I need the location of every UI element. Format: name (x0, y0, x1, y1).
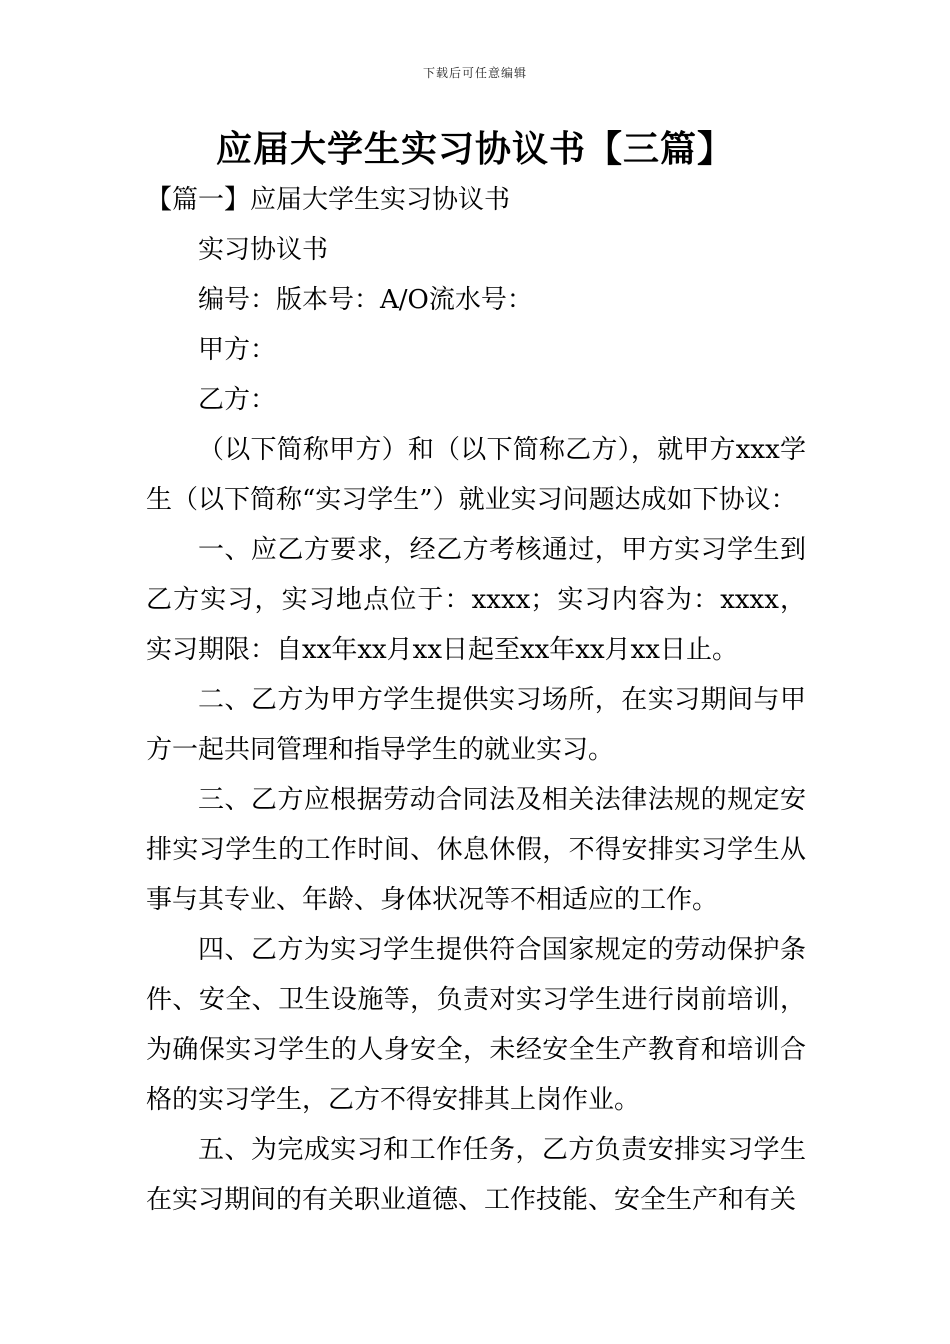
paragraph-agreement-label: 实习协议书 (198, 235, 329, 265)
paragraph-clause-2: 二、乙方为甲方学生提供实习场所，在实习期间与甲方一起共同管理和指导学生的就业实习。 (146, 685, 806, 765)
paragraph-clause-3: 三、乙方应根据劳动合同法及相关法律法规的规定安排实习学生的工作时间、休息休假，不得安排实习学生从事与其专业、年龄、身体状况等不相适应的工作。 (146, 785, 806, 915)
paragraph-clause-5: 五、为完成实习和工作任务，乙方负责安排实习学生在实习期间的有关职业道德、工作技能、安全生产和有关 (146, 1135, 806, 1215)
paragraph-clause-1: 一、应乙方要求，经乙方考核通过，甲方实习学生到乙方实习，实习地点位于：xxxx；实习内容为：xxxx，实习期限：自xx年xx月xx日起至xx年xx月xx日止。 (146, 535, 806, 665)
paragraph-party-a: 甲方： (198, 335, 277, 365)
paragraph-party-b: 乙方： (198, 385, 277, 415)
header-note: 下载后可任意编辑 (422, 66, 527, 80)
document-body (146, 175, 806, 1225)
paragraph-preamble: （以下简称甲方）和（以下简称乙方），就甲方xxx学生（以下简称“实习学生”）就业实习问题达成如下协议： (146, 435, 806, 515)
paragraph-serial-number: 编号：版本号：A/O流水号： (198, 285, 533, 315)
section-heading: 【篇一】应届大学生实习协议书 (146, 185, 511, 215)
paragraph-clause-4: 四、乙方为实习学生提供符合国家规定的劳动保护条件、安全、卫生设施等，负责对实习学生进行岗前培训，为确保实习学生的人身安全，未经安全生产教育和培训合格的实习学生，乙方不得安排其上岗作业。 (146, 935, 806, 1115)
document-title: 应届大学生实习协议书【三篇】 (215, 128, 734, 170)
